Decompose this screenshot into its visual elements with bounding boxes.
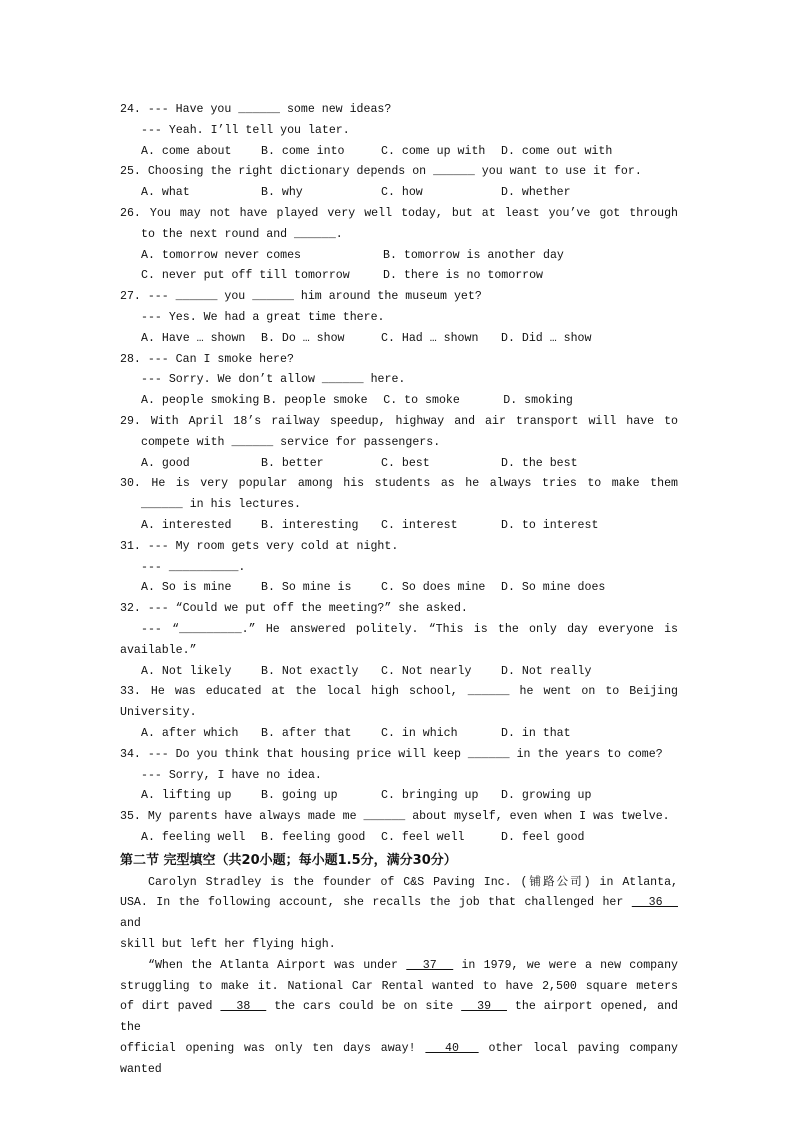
question-text: compete with ______ service for passengers. (141, 435, 441, 449)
question-text: --- Yes. We had a great time there. (141, 310, 385, 324)
question-text: 34. --- Do you think that housing price will keep ______ in the years to come? (120, 747, 663, 761)
question-text: ______ in his lectures. (141, 498, 302, 512)
question-29 (120, 412, 678, 474)
question-text: 33. He was educated at the local high school, ______ he went on to Beijing (120, 685, 678, 699)
answer-option: B. why (261, 186, 303, 200)
question-text: to the next round and ______. (141, 227, 343, 241)
question-text: 31. --- My room gets very cold at night. (120, 539, 399, 553)
question-text: 35. My parents have always made me ______ about myself, even when I was twelve. (120, 810, 670, 824)
question-35 (120, 807, 678, 849)
section-heading: 第二节 完型填空（共20小题；每小题1.5分，满分30分） (120, 852, 457, 868)
answer-option: C. So does mine (381, 581, 486, 595)
question-31 (120, 537, 678, 599)
options-row (120, 662, 678, 683)
answer-option: D. the best (501, 456, 578, 470)
answer-option: D. there is no tomorrow (383, 269, 544, 283)
passage-line: USA. In the following account, she recalls the job that challenged her 36 and (120, 896, 678, 931)
answer-option: B. tomorrow is another day (383, 248, 564, 262)
answer-option: C. in which (381, 726, 458, 740)
question-32 (120, 599, 678, 682)
answer-option: C. never put off till tomorrow (141, 269, 350, 283)
answer-option: D. Not really (501, 664, 592, 678)
question-text: --- __________. (141, 560, 246, 574)
passage-line: official opening was only ten days away! 40 other local paving company wanted (120, 1042, 678, 1076)
answer-option: B. Do … show (261, 331, 345, 345)
answer-option: C. bringing up (381, 789, 479, 803)
answer-option: C. Had … shown (381, 331, 479, 345)
blank-number: 36 (631, 896, 678, 910)
answer-option: B. going up (261, 789, 338, 803)
answer-option: A. people smoking (141, 394, 260, 408)
options-row (120, 266, 678, 287)
options-row (120, 329, 678, 350)
question-text: --- Yeah. I’ll tell you later. (141, 123, 350, 137)
answer-option: A. after which (141, 726, 239, 740)
passage-line: of dirt paved 38 the cars could be on site 39 the airport opened, and the (120, 1000, 678, 1035)
answer-option: A. interested (141, 518, 232, 532)
answer-option: B. come into (261, 144, 345, 158)
options-row (120, 724, 678, 745)
answer-option: A. tomorrow never comes (141, 248, 302, 262)
answer-option: C. how (381, 186, 423, 200)
answer-option: D. to interest (501, 518, 599, 532)
options-row (120, 246, 678, 267)
answer-option: D. smoking (503, 394, 573, 408)
question-27 (120, 287, 678, 349)
blank-number: 37 (406, 958, 454, 972)
options-row (120, 786, 678, 807)
options-row (120, 183, 678, 204)
passage-line: Carolyn Stradley is the founder of C&S Paving Inc. (铺路公司) in Atlanta, (148, 875, 678, 889)
options-row (120, 391, 678, 412)
passage-line: skill but left her flying high. (120, 938, 336, 952)
question-30 (120, 474, 678, 536)
question-28 (120, 350, 678, 412)
answer-option: D. feel good (501, 830, 585, 844)
answer-option: C. feel well (381, 830, 465, 844)
question-text: 28. --- Can I smoke here? (120, 352, 294, 366)
answer-option: B. after that (261, 726, 352, 740)
question-text: 27. --- ______ you ______ him around the museum yet? (120, 290, 482, 304)
answer-option: B. interesting (261, 518, 359, 532)
answer-option: D. in that (501, 726, 571, 740)
question-text: 25. Choosing the right dictionary depends on ______ you want to use it for. (120, 165, 642, 179)
answer-option: C. best (381, 456, 430, 470)
answer-option: A. Not likely (141, 664, 232, 678)
answer-option: B. Not exactly (261, 664, 359, 678)
options-row (120, 142, 678, 163)
options-row (120, 516, 678, 537)
question-text: University. (120, 706, 197, 720)
question-text: --- Sorry. We don’t allow ______ here. (141, 373, 406, 387)
question-text: available.” (120, 643, 197, 657)
options-row (120, 454, 678, 475)
answer-option: A. Have … shown (141, 331, 246, 345)
exam-page (120, 100, 678, 1081)
question-text: 24. --- Have you ______ some new ideas? (120, 103, 392, 116)
answer-option: B. feeling good (261, 830, 366, 844)
options-row (120, 828, 678, 849)
question-text: 30. He is very popular among his students as he always tries to make them (120, 477, 678, 491)
question-text: --- “_________.” He answered politely. “This is the only day everyone is (141, 622, 678, 636)
question-24 (120, 100, 678, 162)
question-text: 29. With April 18’s railway speedup, highway and air transport will have to (120, 414, 678, 428)
answer-option: B. better (261, 456, 324, 470)
passage-line: struggling to make it. National Car Rental wanted to have 2,500 square meters (120, 979, 678, 993)
question-26 (120, 204, 678, 287)
options-row (120, 578, 678, 599)
blank-number: 39 (461, 1000, 507, 1014)
answer-option: B. So mine is (261, 581, 352, 595)
question-text: --- Sorry, I have no idea. (141, 768, 322, 782)
answer-option: A. lifting up (141, 789, 232, 803)
question-text: 26. You may not have played very well today, but at least you’ve got through (120, 206, 678, 220)
answer-option: C. come up with (381, 144, 486, 158)
answer-option: A. So is mine (141, 581, 232, 595)
answer-option: D. whether (501, 186, 571, 200)
answer-option: C. Not nearly (381, 664, 472, 678)
answer-option: C. interest (381, 518, 458, 532)
answer-option: A. come about (141, 144, 232, 158)
answer-option: D. So mine does (501, 581, 606, 595)
question-text: 32. --- “Could we put off the meeting?” she asked. (120, 602, 468, 616)
answer-option: A. good (141, 456, 190, 470)
question-33 (120, 682, 678, 744)
answer-option: C. to smoke (383, 394, 460, 408)
answer-option: D. growing up (501, 789, 592, 803)
answer-option: A. what (141, 186, 190, 200)
answer-option: D. come out with (501, 144, 613, 158)
answer-option: B. people smoke (263, 394, 368, 408)
question-25 (120, 162, 678, 204)
answer-option: A. feeling well (141, 830, 246, 844)
question-34 (120, 745, 678, 807)
blank-number: 38 (220, 1000, 267, 1014)
blank-number: 40 (425, 1042, 479, 1056)
passage-line: “When the Atlanta Airport was under 37 in 1979, we were a new company (148, 958, 678, 972)
answer-option: D. Did … show (501, 331, 592, 345)
